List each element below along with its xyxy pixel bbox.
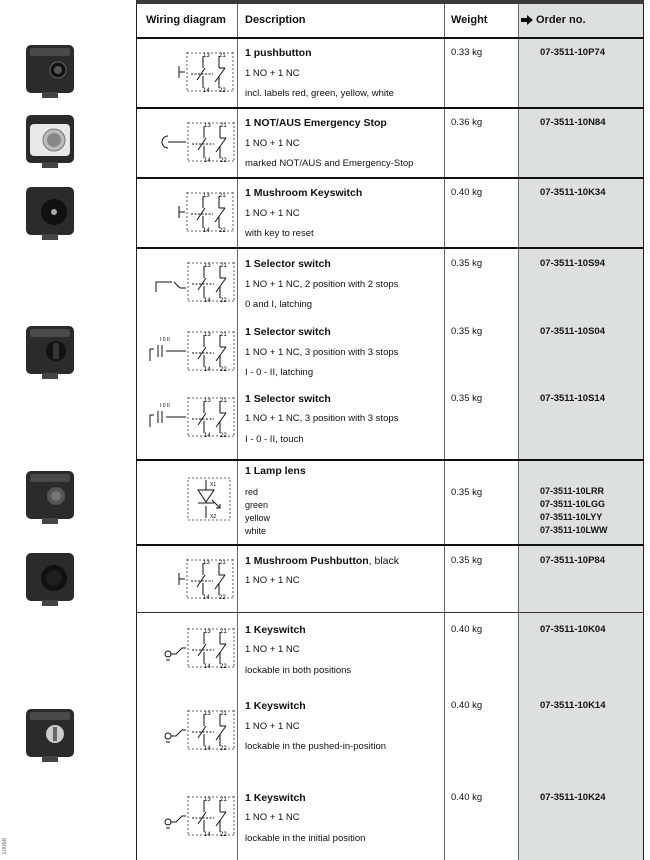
row-line: 1 NO + 1 NC, 3 position with 3 stops [245, 413, 399, 424]
row-line: incl. labels red, green, yellow, white [245, 88, 394, 99]
row-weight: 0.36 kg [451, 117, 483, 128]
row-order-number: 07-3511-10P74 [540, 47, 605, 58]
contact-label-14: 14 [204, 746, 211, 752]
row-line: marked NOT/AUS and Emergency-Stop [245, 158, 414, 169]
row-line: 1 NO + 1 NC [245, 68, 300, 79]
row-title-suffix: , black [368, 555, 400, 567]
contact-label-14: 14 [203, 228, 210, 234]
header-order-label: Order no. [536, 14, 586, 26]
selector-position-labels: I 0 II [160, 403, 170, 409]
pushbutton-wiring-diagram [175, 48, 237, 100]
contact-label-21: 21 [219, 560, 226, 566]
row-order-number: 07-3511-10LYY [540, 512, 603, 522]
row-title: 1 Selector switch [245, 326, 331, 338]
row-weight: 0.40 kg [451, 187, 483, 198]
row-order-number: 07-3511-10S04 [540, 326, 605, 337]
row-order-number: 07-3511-10S14 [540, 393, 605, 404]
contact-label-14: 14 [203, 595, 210, 601]
row-divider [136, 459, 644, 461]
row-order-number: 07-3511-10LWW [540, 525, 608, 535]
emergency-stop-enclosure-image [22, 112, 78, 168]
row-order-number: 07-3511-10K04 [540, 624, 606, 635]
lamp-lens-enclosure-image [22, 468, 78, 524]
contact-label-13: 13 [203, 193, 210, 199]
mushroom-keyswitch-wiring-diagram [175, 188, 237, 240]
row-divider [136, 247, 644, 249]
column-rule-3 [518, 4, 519, 860]
row-line: with key to reset [245, 228, 314, 239]
contact-label-22: 22 [219, 228, 226, 234]
lamp-color-white: white [245, 526, 267, 536]
keyswitch-pushed-wiring-diagram [160, 706, 238, 758]
row-title: 1 pushbutton [245, 47, 312, 59]
pushbutton-enclosure-image [22, 42, 78, 98]
row-order-number: 07-3511-10N84 [540, 117, 606, 128]
row-title: 1 Selector switch [245, 258, 331, 270]
row-weight: 0.35 kg [451, 258, 483, 269]
contact-label-21: 21 [220, 263, 227, 269]
lamp-label-x1: X1 [210, 482, 217, 488]
contact-label-14: 14 [204, 664, 211, 670]
contact-label-21: 21 [220, 398, 227, 404]
selector-2pos-wiring-diagram [150, 258, 238, 310]
row-weight: 0.33 kg [451, 47, 483, 58]
row-line: 1 NO + 1 NC [245, 208, 300, 219]
row-title: 1 Keyswitch [245, 792, 306, 804]
row-weight: 0.40 kg [451, 700, 483, 711]
contact-label-22: 22 [220, 433, 227, 439]
contact-label-13: 13 [204, 398, 211, 404]
row-weight: 0.40 kg [451, 624, 483, 635]
contact-label-13: 13 [204, 797, 211, 803]
row-line: I - 0 - II, touch [245, 434, 304, 445]
row-line: I - 0 - II, latching [245, 367, 314, 378]
lamp-wiring-diagram [186, 476, 232, 522]
lamp-label-x2: X2 [210, 514, 217, 520]
row-title: 1 Keyswitch [245, 700, 306, 712]
selector-switch-enclosure-image [22, 323, 78, 379]
contact-label-14: 14 [204, 298, 211, 304]
row-line: lockable in both positions [245, 665, 352, 676]
header-order [521, 4, 586, 36]
row-divider [136, 177, 644, 179]
mushroom-pushbutton-enclosure-image [22, 550, 78, 606]
row-weight: 0.35 kg [451, 555, 483, 566]
contact-label-13: 13 [204, 629, 211, 635]
side-reference-mark: 10068 [2, 838, 8, 855]
row-divider [136, 37, 644, 39]
row-line: 1 NO + 1 NC [245, 575, 300, 586]
selector-3pos-touch-wiring-diagram [146, 393, 238, 445]
row-order-number: 07-3511-10LRR [540, 486, 605, 496]
contact-label-14: 14 [204, 832, 211, 838]
row-line: lockable in the pushed-in-position [245, 741, 387, 752]
contact-label-14: 14 [203, 88, 210, 94]
keyswitch-initial-wiring-diagram [160, 792, 238, 844]
contact-label-21: 21 [220, 123, 227, 129]
contact-label-21: 21 [219, 53, 226, 59]
row-weight: 0.35 kg [451, 326, 483, 337]
row-line: lockable in the initial position [245, 833, 366, 844]
row-order-number: 07-3511-10LGG [540, 499, 606, 509]
contact-label-22: 22 [219, 595, 226, 601]
lamp-color-green: green [245, 500, 269, 510]
contact-label-21: 21 [220, 797, 227, 803]
lamp-color-red: red [245, 487, 259, 497]
mushroom-keyswitch-enclosure-image [22, 184, 78, 240]
row-title: 1 Selector switch [245, 393, 331, 405]
row-order-number: 07-3511-10K24 [540, 792, 606, 803]
row-divider [136, 107, 644, 109]
row-order-number: 07-3511-10K34 [540, 187, 606, 198]
row-divider [136, 612, 644, 613]
lamp-color-yellow: yellow [245, 513, 271, 523]
column-rule-2 [444, 4, 445, 860]
contact-label-13: 13 [204, 123, 211, 129]
contact-label-14: 14 [204, 158, 211, 164]
row-line: 1 NO + 1 NC [245, 644, 300, 655]
contact-label-22: 22 [220, 746, 227, 752]
row-title: 1 NOT/AUS Emergency Stop [245, 117, 387, 129]
row-order-number: 07-3511-10S94 [540, 258, 605, 269]
row-title: 1 Lamp lens [245, 465, 306, 477]
contact-label-13: 13 [204, 263, 211, 269]
row-title: 1 Mushroom Keyswitch [245, 187, 363, 199]
row-line: 1 NO + 1 NC, 3 position with 3 stops [245, 347, 399, 358]
contact-label-13: 13 [203, 560, 210, 566]
contact-label-21: 21 [219, 193, 226, 199]
keyswitch-enclosure-image [22, 706, 78, 762]
contact-label-21: 21 [220, 711, 227, 717]
row-weight: 0.35 kg [451, 393, 483, 404]
header-weight: Weight [451, 14, 488, 26]
contact-label-22: 22 [220, 832, 227, 838]
contact-label-21: 21 [220, 629, 227, 635]
contact-label-22: 22 [220, 367, 227, 373]
row-line: 1 NO + 1 NC, 2 position with 2 stops [245, 279, 399, 290]
contact-label-13: 13 [203, 53, 210, 59]
contact-label-22: 22 [220, 664, 227, 670]
selector-position-labels: I 0 II [160, 337, 170, 343]
row-divider [136, 544, 644, 546]
contact-label-13: 13 [204, 711, 211, 717]
contact-label-21: 21 [220, 332, 227, 338]
selector-3pos-latching-wiring-diagram [146, 327, 238, 379]
row-line: 1 NO + 1 NC [245, 138, 300, 149]
column-rule-right [643, 4, 644, 860]
row-weight: 0.35 kg [451, 487, 483, 498]
header-wiring-diagram: Wiring diagram [146, 14, 226, 26]
row-title-main: 1 Mushroom Pushbutton [245, 555, 369, 567]
contact-label-14: 14 [204, 367, 211, 373]
emergency-stop-wiring-diagram [158, 118, 238, 170]
row-line: 1 NO + 1 NC [245, 721, 300, 732]
mushroom-pushbutton-wiring-diagram [175, 555, 237, 607]
contact-label-22: 22 [220, 158, 227, 164]
contact-label-22: 22 [220, 298, 227, 304]
arrow-right-icon [521, 15, 533, 25]
row-order-number: 07-3511-10P84 [540, 555, 605, 566]
row-order-number: 07-3511-10K14 [540, 700, 606, 711]
keyswitch-both-wiring-diagram [160, 624, 238, 676]
contact-label-13: 13 [204, 332, 211, 338]
contact-label-22: 22 [219, 88, 226, 94]
contact-label-14: 14 [204, 433, 211, 439]
row-weight: 0.40 kg [451, 792, 483, 803]
header-description: Description [245, 14, 306, 26]
row-line: 1 NO + 1 NC [245, 812, 300, 823]
row-title: 1 Keyswitch [245, 624, 306, 636]
row-line: 0 and I, latching [245, 299, 313, 310]
row-title [245, 555, 399, 567]
